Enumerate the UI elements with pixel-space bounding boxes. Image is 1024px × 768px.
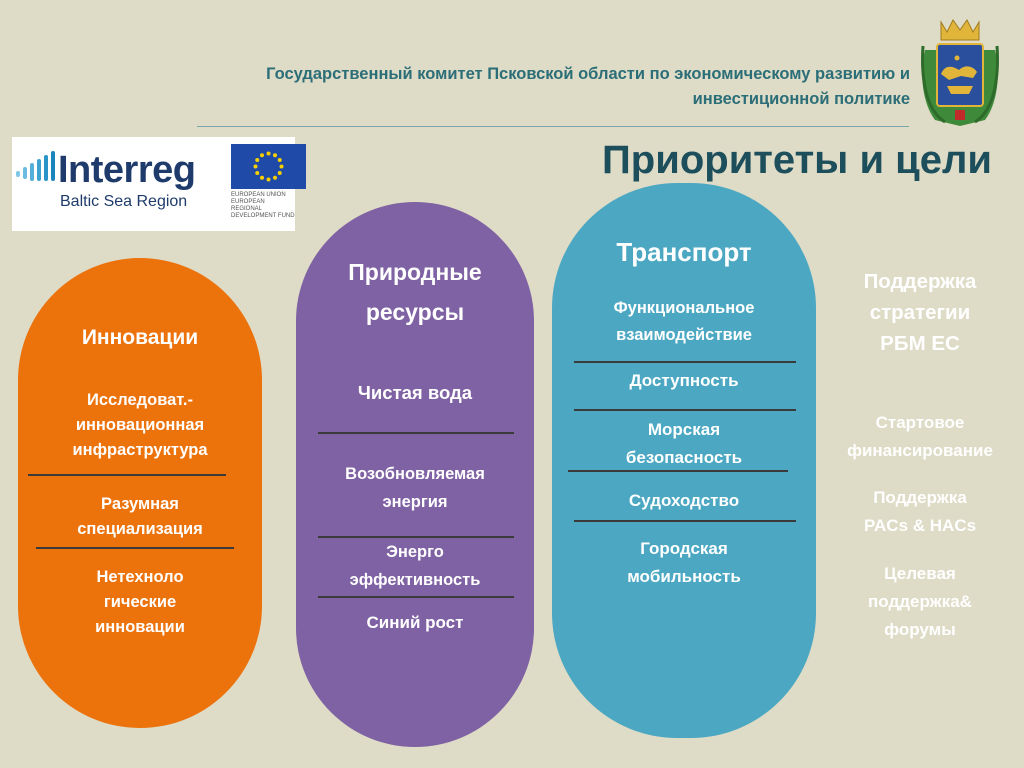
eu-fund-caption: EUROPEAN UNION EUROPEAN REGIONAL DEVELOPMENT FUND [231,192,295,219]
transport-item: Городская мобильность [627,539,741,586]
support-title: Поддержка стратегии РБМ ЕС [863,270,977,355]
organization-name-line-2: инвестиционной политике [692,90,910,108]
natural-resources-item: Возобновляемая энергия [345,465,485,511]
natural-resources-item: Синий рост [366,613,464,632]
eu-star-icon [278,158,282,162]
transport-item: Судоходство [628,491,740,510]
innovation-item: Разумная специализация [77,495,203,538]
innovation-pillar [18,258,262,728]
eu-star-icon [273,176,277,180]
innovation-separator [28,474,226,476]
eu-star-icon [255,158,259,162]
natural-resources-separator [318,432,514,434]
interreg-wordmark: Interreg [58,149,196,191]
eu-star-icon [278,171,282,175]
interreg-logo [12,137,295,231]
innovation-title: Инновации [81,326,199,349]
eu-star-icon [255,171,259,175]
pskov-coat-of-arms-icon [917,16,1003,128]
transport-separator [574,409,796,411]
eu-star-icon [254,165,258,169]
transport-item: Доступность [629,371,739,390]
natural-resources-item: Энерго эффективность [349,543,481,589]
organization-header [120,62,910,112]
natural-resources-title: Природные ресурсы [348,259,482,325]
transport-separator [574,520,796,522]
transport-item: Морская безопасность [625,420,743,467]
interreg-subtitle: Baltic Sea Region [60,193,188,210]
transport-separator [568,470,788,472]
transport-pillar [552,183,816,738]
page-title: Приоритеты и цели [602,138,992,182]
natural-resources-separator [318,596,514,598]
natural-resources-pillar [296,202,534,747]
eu-star-icon [267,178,271,182]
eu-star-icon [260,153,264,157]
transport-separator [574,361,796,363]
support-item: Целевая поддержка& форумы [868,564,972,639]
eu-star-icon [267,152,271,156]
innovation-item: Исследоват.- инновационная инфраструктура [72,391,208,459]
eu-star-icon [260,176,264,180]
interreg-signal-icon [14,149,60,189]
eu-flag-icon [231,144,306,189]
innovation-item: Нетехноло гические инновации [95,568,185,636]
eu-star-icon [280,165,284,169]
eu-star-icon [273,153,277,157]
header-divider [197,126,909,127]
transport-item: Функциональное взаимодействие [613,299,755,344]
transport-title: Транспорт [616,237,752,267]
natural-resources-item: Чистая вода [357,382,473,403]
support-item: Стартовое финансирование [847,413,993,460]
support-item: Поддержка PACs & HACs [863,488,977,535]
organization-name-line-1: Государственный комитет Псковской области по экономическому развитию и [266,65,910,83]
innovation-separator [36,547,234,549]
